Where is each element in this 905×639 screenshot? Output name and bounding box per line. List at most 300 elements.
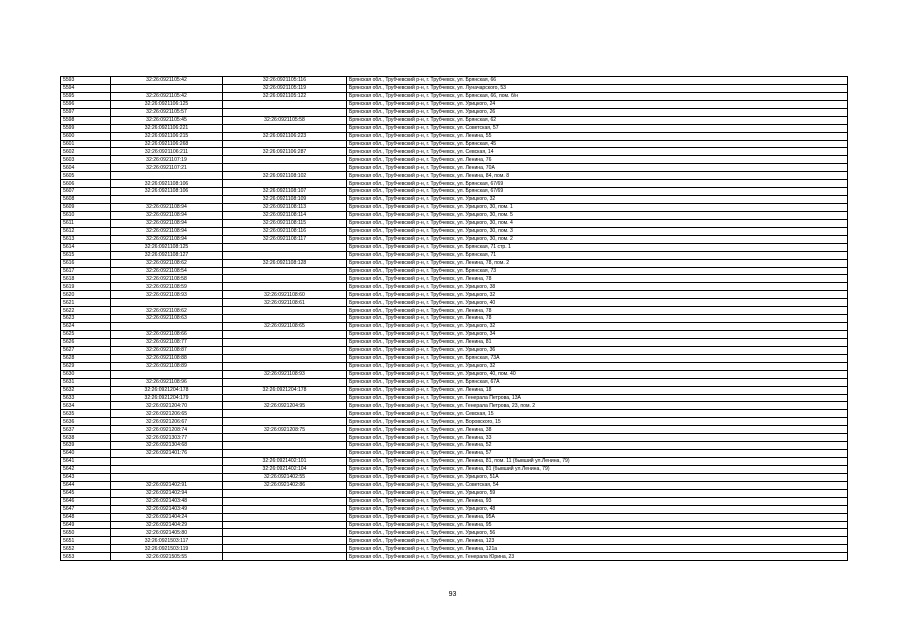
object-cadastral-number-cell: 32:26:0921105:116	[223, 77, 347, 85]
object-cadastral-number-cell: 32:26:0921108:117	[223, 235, 347, 243]
land-cadastral-number-cell: 32:26:0921106:125	[111, 100, 223, 108]
land-cadastral-number-cell: 32:26:0921206:65	[111, 410, 223, 418]
land-cadastral-number-cell: 32:26:0921403:48	[111, 497, 223, 505]
table-row	[61, 529, 848, 537]
row-number-cell: 5627	[61, 346, 111, 354]
object-cadastral-number-cell: 32:26:0921402:86	[223, 481, 347, 489]
land-cadastral-number-cell: 32:26:0921208:74	[111, 426, 223, 434]
table-row	[61, 346, 848, 354]
table-row	[61, 521, 848, 529]
address-cell: Брянская обл., Трубчевский р-н, г. Трубчевск, ул. Ленина, 95	[347, 521, 848, 529]
address-cell: Брянская обл., Трубчевский р-н, г. Трубчевск, ул. Ленина, 78	[347, 315, 848, 323]
address-cell: Брянская обл., Трубчевский р-н, г. Трубчевск, ул. Урицкого, 36	[347, 346, 848, 354]
address-cell: Брянская обл., Трубчевский р-н, г. Трубчевск, ул. Ленина, 123	[347, 537, 848, 545]
object-cadastral-number-cell: 32:26:0921108:60	[223, 291, 347, 299]
object-cadastral-number-cell: 32:26:0921402:104	[223, 465, 347, 473]
address-cell: Брянская обл., Трубчевский р-н, г. Трубчевск, ул. Брянская, 71	[347, 251, 848, 259]
object-cadastral-number-cell	[223, 338, 347, 346]
row-number-cell: 5607	[61, 188, 111, 196]
row-number-cell: 5629	[61, 362, 111, 370]
address-cell: Брянская обл., Трубчевский р-н, г. Трубчевск, ул. Ленина, 81 (бывший ул.Ленина, 79)	[347, 465, 848, 473]
table-row	[61, 434, 848, 442]
address-cell: Брянская обл., Трубчевский р-н, г. Трубчевск, ул. Урицкого, 30, пом. 4	[347, 219, 848, 227]
object-cadastral-number-cell: 32:26:0921108:113	[223, 204, 347, 212]
table-row	[61, 84, 848, 92]
object-cadastral-number-cell: 32:26:0921402:101	[223, 458, 347, 466]
address-cell: Брянская обл., Трубчевский р-н, г. Трубчевск, ул. Урицкого, 40, пом. 40	[347, 370, 848, 378]
object-cadastral-number-cell	[223, 164, 347, 172]
land-cadastral-number-cell: 32:26:0921204:178	[111, 386, 223, 394]
table-row	[61, 124, 848, 132]
table-row	[61, 291, 848, 299]
address-cell: Брянская обл., Трубчевский р-н, г. Трубчевск, ул. Урицкого, 30, пом. 2	[347, 235, 848, 243]
object-cadastral-number-cell	[223, 497, 347, 505]
land-cadastral-number-cell: 32:26:0921401:76	[111, 450, 223, 458]
table-row	[61, 92, 848, 100]
row-number-cell: 5638	[61, 434, 111, 442]
row-number-cell: 5618	[61, 275, 111, 283]
object-cadastral-number-cell	[223, 362, 347, 370]
land-cadastral-number-cell: 32:26:0921503:119	[111, 545, 223, 553]
object-cadastral-number-cell: 32:26:0921108:109	[223, 196, 347, 204]
address-cell: Брянская обл., Трубчевский р-н, г. Трубчевск, ул. Брянская, 66	[347, 77, 848, 85]
table-row	[61, 267, 848, 275]
table-row	[61, 370, 848, 378]
object-cadastral-number-cell: 32:26:0921105:122	[223, 92, 347, 100]
row-number-cell: 5598	[61, 116, 111, 124]
object-cadastral-number-cell: 32:26:0921402:55	[223, 473, 347, 481]
row-number-cell: 5609	[61, 204, 111, 212]
table-row	[61, 410, 848, 418]
land-cadastral-number-cell: 32:26:0921206:67	[111, 418, 223, 426]
row-number-cell: 5647	[61, 505, 111, 513]
address-cell: Брянская обл., Трубчевский р-н, г. Трубчевск, ул. Урицкого, 32	[347, 323, 848, 331]
object-cadastral-number-cell	[223, 140, 347, 148]
address-cell: Брянская обл., Трубчевский р-н, г. Трубчевск, ул. Урицкого, 32	[347, 196, 848, 204]
row-number-cell: 5640	[61, 450, 111, 458]
row-number-cell: 5596	[61, 100, 111, 108]
row-number-cell: 5650	[61, 529, 111, 537]
address-cell: Брянская обл., Трубчевский р-н, г. Трубчевск, ул. Урицкого, 51А	[347, 473, 848, 481]
land-cadastral-number-cell: 32:26:0921503:117	[111, 537, 223, 545]
address-cell: Брянская обл., Трубчевский р-н, г. Трубчевск, ул. Ленина, 38	[347, 426, 848, 434]
land-cadastral-number-cell: 32:26:0921106:221	[111, 124, 223, 132]
land-cadastral-number-cell: 32:26:0921404:24	[111, 513, 223, 521]
table-row	[61, 259, 848, 267]
property-registry-table	[60, 76, 848, 561]
land-cadastral-number-cell	[111, 196, 223, 204]
table-row	[61, 164, 848, 172]
address-cell: Брянская обл., Трубчевский р-н, г. Трубчевск, ул. Урицкого, 40	[347, 299, 848, 307]
land-cadastral-number-cell: 32:26:0921402:91	[111, 481, 223, 489]
land-cadastral-number-cell: 32:26:0921108:87	[111, 346, 223, 354]
row-number-cell: 5652	[61, 545, 111, 553]
row-number-cell: 5611	[61, 219, 111, 227]
row-number-cell: 5608	[61, 196, 111, 204]
address-cell: Брянская обл., Трубчевский р-н, г. Трубчевск, ул. Брянская, 62	[347, 116, 848, 124]
address-cell: Брянская обл., Трубчевский р-н, г. Трубчевск, ул. Луначарского, 53	[347, 84, 848, 92]
row-number-cell: 5621	[61, 299, 111, 307]
land-cadastral-number-cell: 32:26:0921204:179	[111, 394, 223, 402]
table-row	[61, 180, 848, 188]
land-cadastral-number-cell: 32:26:0921303:77	[111, 434, 223, 442]
land-cadastral-number-cell	[111, 473, 223, 481]
object-cadastral-number-cell	[223, 100, 347, 108]
object-cadastral-number-cell: 32:26:0921108:102	[223, 172, 347, 180]
row-number-cell: 5613	[61, 235, 111, 243]
table-row	[61, 481, 848, 489]
table-row	[61, 362, 848, 370]
row-number-cell: 5648	[61, 513, 111, 521]
land-cadastral-number-cell: 32:26:0921105:42	[111, 92, 223, 100]
address-cell: Брянская обл., Трубчевский р-н, г. Трубчевск, ул. Урицкого, 30, пом. 3	[347, 227, 848, 235]
table-row	[61, 386, 848, 394]
table-row	[61, 450, 848, 458]
row-number-cell: 5626	[61, 338, 111, 346]
table-row	[61, 418, 848, 426]
object-cadastral-number-cell	[223, 489, 347, 497]
address-cell: Брянская обл., Трубчевский р-н, г. Трубчевск, ул. Ленина, 18	[347, 386, 848, 394]
object-cadastral-number-cell: 32:26:0921106:287	[223, 148, 347, 156]
table-row	[61, 204, 848, 212]
table-row	[61, 323, 848, 331]
land-cadastral-number-cell: 32:26:0921204:70	[111, 402, 223, 410]
address-cell: Брянская обл., Трубчевский р-н, г. Трубчевск, ул. Урицкого, 30, пом. 1	[347, 204, 848, 212]
land-cadastral-number-cell: 32:26:0921108:94	[111, 235, 223, 243]
row-number-cell: 5617	[61, 267, 111, 275]
address-cell: Брянская обл., Трубчевский р-н, г. Трубчевск, ул. Ленина, 33	[347, 434, 848, 442]
object-cadastral-number-cell	[223, 331, 347, 339]
object-cadastral-number-cell	[223, 108, 347, 116]
land-cadastral-number-cell: 32:26:0921106:211	[111, 148, 223, 156]
land-cadastral-number-cell	[111, 458, 223, 466]
address-cell: Брянская обл., Трубчевский р-н, г. Трубчевск, ул. Генерала Петрова, 23, пом. 2	[347, 402, 848, 410]
object-cadastral-number-cell: 32:26:0921108:107	[223, 188, 347, 196]
address-cell: Брянская обл., Трубчевский р-н, г. Трубчевск, ул. Ленина, 81, пом. 11 (бывший ул.Ленина, 79)	[347, 458, 848, 466]
land-cadastral-number-cell: 32:26:0921402:94	[111, 489, 223, 497]
land-cadastral-number-cell: 32:26:0921404:29	[111, 521, 223, 529]
table-row	[61, 172, 848, 180]
table-row	[61, 402, 848, 410]
row-number-cell: 5612	[61, 227, 111, 235]
land-cadastral-number-cell: 32:26:0921108:58	[111, 275, 223, 283]
row-number-cell: 5634	[61, 402, 111, 410]
address-cell: Брянская обл., Трубчевский р-н, г. Трубчевск, ул. Брянская, 73А	[347, 354, 848, 362]
table-row	[61, 537, 848, 545]
address-cell: Брянская обл., Трубчевский р-н, г. Трубчевск, ул. Советская, 54	[347, 481, 848, 489]
object-cadastral-number-cell	[223, 521, 347, 529]
object-cadastral-number-cell	[223, 553, 347, 561]
object-cadastral-number-cell	[223, 243, 347, 251]
land-cadastral-number-cell: 32:26:0921108:127	[111, 251, 223, 259]
land-cadastral-number-cell	[111, 323, 223, 331]
land-cadastral-number-cell: 32:26:0921108:94	[111, 219, 223, 227]
land-cadastral-number-cell: 32:26:0921108:77	[111, 338, 223, 346]
table-row	[61, 275, 848, 283]
land-cadastral-number-cell: 32:26:0921108:62	[111, 307, 223, 315]
object-cadastral-number-cell	[223, 513, 347, 521]
table-row	[61, 553, 848, 561]
address-cell: Брянская обл., Трубчевский р-н, г. Трубчевск, ул. Урицкого, 26	[347, 108, 848, 116]
land-cadastral-number-cell: 32:26:0921108:125	[111, 243, 223, 251]
row-number-cell: 5630	[61, 370, 111, 378]
land-cadastral-number-cell: 32:26:0921108:106	[111, 188, 223, 196]
address-cell: Брянская обл., Трубчевский р-н, г. Трубчевск, ул. Воровского, 15	[347, 418, 848, 426]
object-cadastral-number-cell	[223, 346, 347, 354]
land-cadastral-number-cell: 32:26:0921505:55	[111, 553, 223, 561]
address-cell: Брянская обл., Трубчевский р-н, г. Трубчевск, ул. Ленина, 84, пом. 8	[347, 172, 848, 180]
table-row	[61, 196, 848, 204]
row-number-cell: 5622	[61, 307, 111, 315]
row-number-cell: 5637	[61, 426, 111, 434]
address-cell: Брянская обл., Трубчевский р-н, г. Трубчевск, ул. Урицкого, 56	[347, 529, 848, 537]
table-row	[61, 505, 848, 513]
address-cell: Брянская обл., Трубчевский р-н, г. Трубчевск, ул. Севская, 14	[347, 148, 848, 156]
land-cadastral-number-cell: 32:26:0921107:21	[111, 164, 223, 172]
row-number-cell: 5625	[61, 331, 111, 339]
row-number-cell: 5632	[61, 386, 111, 394]
table-body	[61, 77, 848, 561]
row-number-cell: 5593	[61, 77, 111, 85]
table-row	[61, 219, 848, 227]
object-cadastral-number-cell	[223, 529, 347, 537]
row-number-cell: 5653	[61, 553, 111, 561]
object-cadastral-number-cell	[223, 283, 347, 291]
land-cadastral-number-cell: 32:26:0921106:268	[111, 140, 223, 148]
row-number-cell: 5615	[61, 251, 111, 259]
row-number-cell: 5643	[61, 473, 111, 481]
table-row	[61, 188, 848, 196]
row-number-cell: 5595	[61, 92, 111, 100]
table-row	[61, 243, 848, 251]
table-row	[61, 465, 848, 473]
address-cell: Брянская обл., Трубчевский р-н, г. Трубчевск, ул. Урицкого, 48	[347, 505, 848, 513]
object-cadastral-number-cell: 32:26:0921208:75	[223, 426, 347, 434]
land-cadastral-number-cell: 32:26:0921105:57	[111, 108, 223, 116]
table-row	[61, 148, 848, 156]
table-row	[61, 489, 848, 497]
table-row	[61, 211, 848, 219]
address-cell: Брянская обл., Трубчевский р-н, г. Трубчевск, ул. Ленина, 81	[347, 338, 848, 346]
address-cell: Брянская обл., Трубчевский р-н, г. Трубчевск, ул. Севская, 15	[347, 410, 848, 418]
table-row	[61, 426, 848, 434]
object-cadastral-number-cell: 32:26:0921105:58	[223, 116, 347, 124]
land-cadastral-number-cell: 32:26:0921108:66	[111, 331, 223, 339]
row-number-cell: 5597	[61, 108, 111, 116]
address-cell: Брянская обл., Трубчевский р-н, г. Трубчевск, ул. Генерала Юрина, 23	[347, 553, 848, 561]
row-number-cell: 5619	[61, 283, 111, 291]
land-cadastral-number-cell	[111, 465, 223, 473]
address-cell: Брянская обл., Трубчевский р-н, г. Трубчевск, ул. Брянская, 67А	[347, 378, 848, 386]
address-cell: Брянская обл., Трубчевский р-н, г. Трубчевск, ул. Урицкого, 30, пом. 5	[347, 211, 848, 219]
row-number-cell: 5606	[61, 180, 111, 188]
row-number-cell: 5616	[61, 259, 111, 267]
table-row	[61, 315, 848, 323]
land-cadastral-number-cell: 32:26:0921108:94	[111, 227, 223, 235]
row-number-cell: 5602	[61, 148, 111, 156]
object-cadastral-number-cell	[223, 410, 347, 418]
address-cell: Брянская обл., Трубчевский р-н, г. Трубчевск, ул. Брянская, 45	[347, 140, 848, 148]
row-number-cell: 5614	[61, 243, 111, 251]
land-cadastral-number-cell: 32:26:0921108:93	[111, 291, 223, 299]
land-cadastral-number-cell	[111, 84, 223, 92]
row-number-cell: 5633	[61, 394, 111, 402]
land-cadastral-number-cell: 32:26:0921108:94	[111, 211, 223, 219]
table-row	[61, 251, 848, 259]
row-number-cell: 5635	[61, 410, 111, 418]
row-number-cell: 5645	[61, 489, 111, 497]
table-row	[61, 354, 848, 362]
land-cadastral-number-cell: 32:26:0921403:49	[111, 505, 223, 513]
land-cadastral-number-cell: 32:26:0921108:62	[111, 259, 223, 267]
row-number-cell: 5636	[61, 418, 111, 426]
land-cadastral-number-cell: 32:26:0921105:42	[111, 77, 223, 85]
row-number-cell: 5610	[61, 211, 111, 219]
table-row	[61, 307, 848, 315]
address-cell: Брянская обл., Трубчевский р-н, г. Трубчевск, ул. Генерала Петрова, 13А	[347, 394, 848, 402]
table-row	[61, 394, 848, 402]
address-cell: Брянская обл., Трубчевский р-н, г. Трубчевск, ул. Брянская, 67/69	[347, 188, 848, 196]
table-row	[61, 140, 848, 148]
address-cell: Брянская обл., Трубчевский р-н, г. Трубчевск, ул. Урицкого, 38	[347, 283, 848, 291]
land-cadastral-number-cell: 32:26:0921108:88	[111, 354, 223, 362]
table-row	[61, 331, 848, 339]
row-number-cell: 5603	[61, 156, 111, 164]
object-cadastral-number-cell	[223, 354, 347, 362]
land-cadastral-number-cell: 32:26:0921405:80	[111, 529, 223, 537]
row-number-cell: 5649	[61, 521, 111, 529]
object-cadastral-number-cell	[223, 124, 347, 132]
object-cadastral-number-cell	[223, 418, 347, 426]
address-cell: Брянская обл., Трубчевский р-н, г. Трубчевск, ул. Урицкого, 59	[347, 489, 848, 497]
object-cadastral-number-cell	[223, 251, 347, 259]
address-cell: Брянская обл., Трубчевский р-н, г. Трубчевск, ул. Советская, 57	[347, 124, 848, 132]
address-cell: Брянская обл., Трубчевский р-н, г. Трубчевск, ул. Ленина, 95А	[347, 513, 848, 521]
address-cell: Брянская обл., Трубчевский р-н, г. Трубчевск, ул. Брянская, 67/69	[347, 180, 848, 188]
object-cadastral-number-cell	[223, 180, 347, 188]
address-cell: Брянская обл., Трубчевский р-н, г. Трубчевск, ул. Ленина, 70А	[347, 164, 848, 172]
address-cell: Брянская обл., Трубчевский р-н, г. Трубчевск, ул. Ленина, 93	[347, 497, 848, 505]
address-cell: Брянская обл., Трубчевский р-н, г. Трубчевск, ул. Ленина, 78	[347, 307, 848, 315]
address-cell: Брянская обл., Трубчевский р-н, г. Трубчевск, ул. Урицкого, 34	[347, 331, 848, 339]
address-cell: Брянская обл., Трубчевский р-н, г. Трубчевск, ул. Брянская, 73	[347, 267, 848, 275]
object-cadastral-number-cell	[223, 545, 347, 553]
table-row	[61, 513, 848, 521]
table-row	[61, 473, 848, 481]
row-number-cell: 5642	[61, 465, 111, 473]
object-cadastral-number-cell: 32:26:0921204:178	[223, 386, 347, 394]
land-cadastral-number-cell	[111, 370, 223, 378]
row-number-cell: 5599	[61, 124, 111, 132]
row-number-cell: 5605	[61, 172, 111, 180]
row-number-cell: 5641	[61, 458, 111, 466]
object-cadastral-number-cell: 32:26:0921108:61	[223, 299, 347, 307]
row-number-cell: 5628	[61, 354, 111, 362]
row-number-cell: 5623	[61, 315, 111, 323]
table-row	[61, 442, 848, 450]
address-cell: Брянская обл., Трубчевский р-н, г. Трубчевск, ул. Ленина, 78, пом. 2	[347, 259, 848, 267]
table-row	[61, 545, 848, 553]
object-cadastral-number-cell	[223, 267, 347, 275]
object-cadastral-number-cell	[223, 434, 347, 442]
page-number: 93	[448, 591, 457, 598]
object-cadastral-number-cell	[223, 505, 347, 513]
object-cadastral-number-cell	[223, 442, 347, 450]
row-number-cell: 5604	[61, 164, 111, 172]
table-row	[61, 283, 848, 291]
table-row	[61, 108, 848, 116]
land-cadastral-number-cell: 32:26:0921108:106	[111, 180, 223, 188]
land-cadastral-number-cell: 32:26:0921108:59	[111, 283, 223, 291]
row-number-cell: 5631	[61, 378, 111, 386]
row-number-cell: 5639	[61, 442, 111, 450]
object-cadastral-number-cell: 32:26:0921108:65	[223, 323, 347, 331]
address-cell: Брянская обл., Трубчевский р-н, г. Трубчевск, ул. Брянская, 71 стр. 1	[347, 243, 848, 251]
land-cadastral-number-cell: 32:26:0921106:215	[111, 132, 223, 140]
table-row	[61, 100, 848, 108]
object-cadastral-number-cell: 32:26:0921108:128	[223, 259, 347, 267]
object-cadastral-number-cell: 32:26:0921108:93	[223, 370, 347, 378]
land-cadastral-number-cell: 32:26:0921108:94	[111, 204, 223, 212]
object-cadastral-number-cell	[223, 275, 347, 283]
object-cadastral-number-cell	[223, 307, 347, 315]
table-row	[61, 116, 848, 124]
address-cell: Брянская обл., Трубчевский р-н, г. Трубчевск, ул. Брянская, 66, пом. б/н	[347, 92, 848, 100]
address-cell: Брянская обл., Трубчевский р-н, г. Трубчевск, ул. Ленина, 76	[347, 156, 848, 164]
table-row	[61, 299, 848, 307]
object-cadastral-number-cell	[223, 315, 347, 323]
address-cell: Брянская обл., Трубчевский р-н, г. Трубчевск, ул. Урицкого, 32	[347, 291, 848, 299]
object-cadastral-number-cell	[223, 378, 347, 386]
row-number-cell: 5600	[61, 132, 111, 140]
table-row	[61, 132, 848, 140]
land-cadastral-number-cell: 32:26:0921105:45	[111, 116, 223, 124]
row-number-cell: 5644	[61, 481, 111, 489]
address-cell: Брянская обл., Трубчевский р-н, г. Трубчевск, ул. Урицкого, 32	[347, 362, 848, 370]
object-cadastral-number-cell: 32:26:0921108:116	[223, 227, 347, 235]
table-row	[61, 458, 848, 466]
object-cadastral-number-cell: 32:26:0921105:119	[223, 84, 347, 92]
land-cadastral-number-cell	[111, 299, 223, 307]
row-number-cell: 5651	[61, 537, 111, 545]
land-cadastral-number-cell: 32:26:0921107:19	[111, 156, 223, 164]
table-row	[61, 235, 848, 243]
object-cadastral-number-cell: 32:26:0921108:115	[223, 219, 347, 227]
object-cadastral-number-cell: 32:26:0921108:114	[223, 211, 347, 219]
address-cell: Брянская обл., Трубчевский р-н, г. Трубчевск, ул. Ленина, 55	[347, 132, 848, 140]
address-cell: Брянская обл., Трубчевский р-н, г. Трубчевск, ул. Ленина, 52	[347, 442, 848, 450]
land-cadastral-number-cell: 32:26:0921108:96	[111, 378, 223, 386]
address-cell: Брянская обл., Трубчевский р-н, г. Трубчевск, ул. Урицкого, 24	[347, 100, 848, 108]
row-number-cell: 5620	[61, 291, 111, 299]
land-cadastral-number-cell: 32:26:0921304:68	[111, 442, 223, 450]
object-cadastral-number-cell	[223, 394, 347, 402]
object-cadastral-number-cell	[223, 450, 347, 458]
object-cadastral-number-cell: 32:26:0921106:223	[223, 132, 347, 140]
address-cell: Брянская обл., Трубчевский р-н, г. Трубчевск, ул. Ленина, 57	[347, 450, 848, 458]
table-row	[61, 156, 848, 164]
row-number-cell: 5594	[61, 84, 111, 92]
table-row	[61, 77, 848, 85]
table-row	[61, 227, 848, 235]
address-cell: Брянская обл., Трубчевский р-н, г. Трубчевск, ул. Ленина, 78	[347, 275, 848, 283]
row-number-cell: 5646	[61, 497, 111, 505]
object-cadastral-number-cell	[223, 156, 347, 164]
object-cadastral-number-cell	[223, 537, 347, 545]
address-cell: Брянская обл., Трубчевский р-н, г. Трубчевск, ул. Ленина, 121а	[347, 545, 848, 553]
row-number-cell: 5624	[61, 323, 111, 331]
table-row	[61, 378, 848, 386]
